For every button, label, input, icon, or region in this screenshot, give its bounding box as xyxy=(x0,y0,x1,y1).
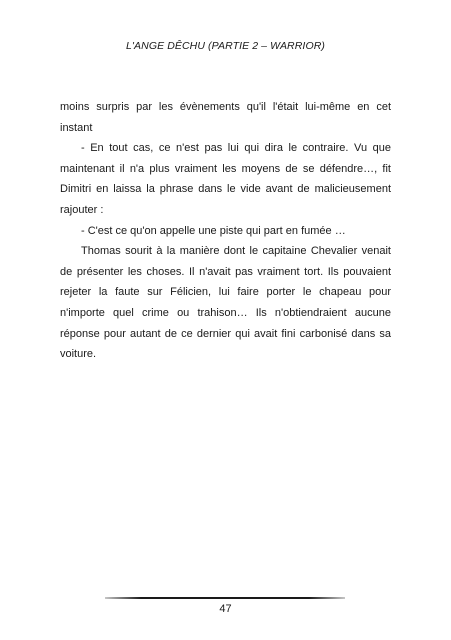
paragraph: - C'est ce qu'on appelle une piste qui part en fumée … xyxy=(81,224,346,237)
paragraph: moins surpris par les évènements qu'il l'était lui-même en cet instant xyxy=(60,101,391,134)
paragraph: - En tout cas, ce n'est pas lui qui dira le contraire. Vu que maintenant il n'a plus vraiment les moyens de se défendre…, fit Dimitri en laissa la phrase dans le vide avant de malicieusement rajouter : xyxy=(60,142,391,216)
paragraph: Thomas sourit à la manière dont le capitaine Chevalier venait de présenter les choses. Il n'avait pas vraiment tort. Ils pouvaient rejeter la faute sur Félicien, lui faire porter le chapeau pour n'importe quel crime ou trahison… Ils n'obtiendraient aucune réponse pour autant de ce dernier qui avait fini carbonisé dans sa voiture. xyxy=(60,245,391,361)
footer-rule xyxy=(105,597,345,599)
page-number: 47 xyxy=(219,603,232,615)
body-text xyxy=(60,97,391,365)
running-header: L'ANGE DÊCHU (PARTIE 2 – WARRIOR) xyxy=(125,40,325,52)
